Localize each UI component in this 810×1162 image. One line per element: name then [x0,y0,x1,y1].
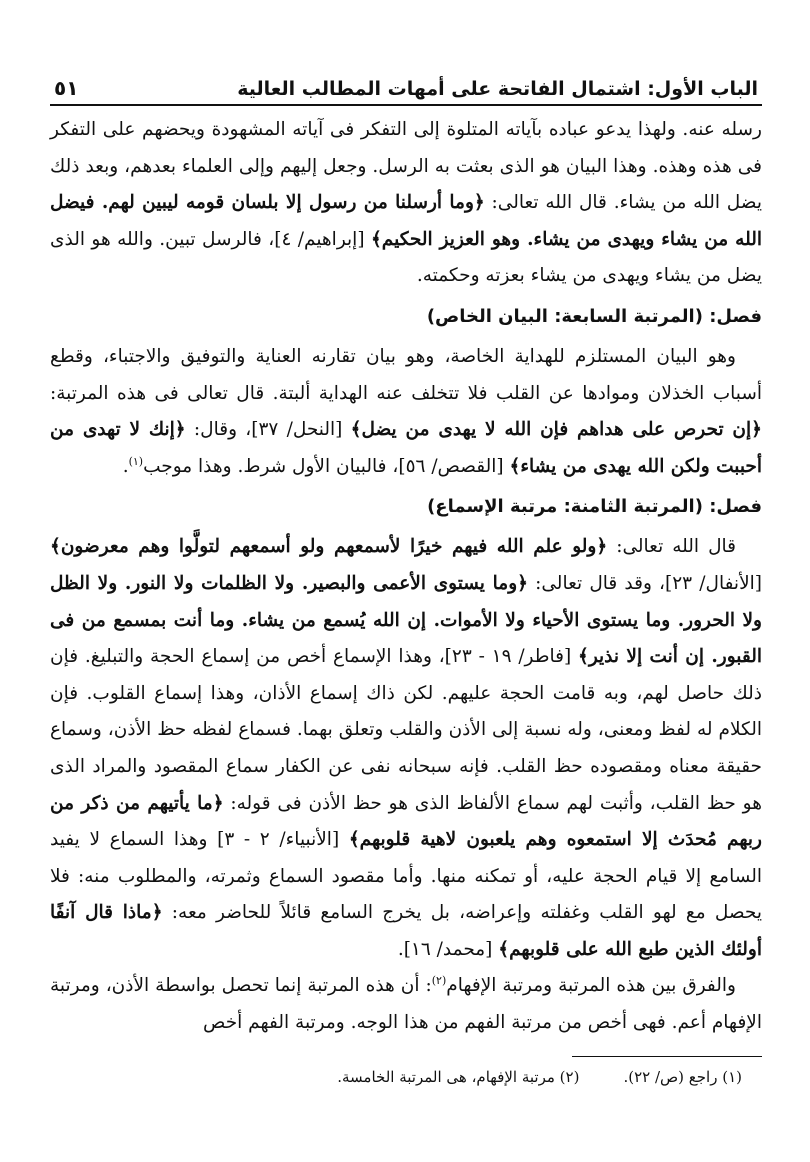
quran-quote: ﴿إنك لا تهدى من أحببت ولكن الله يهدى من يشاء﴾ [50,419,762,477]
page-number: ٥١ [54,76,79,100]
paragraph-section-7 [50,339,762,485]
text-segment: [إبراهيم/ ٤]، فالرسل تبين. والله هو الذى يضل من يشاء ويهدى من يشاء بعزته وحكمته. [50,228,762,287]
text-segment: رسله عنه. ولهذا يدعو عباده بآياته المتلوة إلى التفكر فى آياته المشهودة ويحضهم على التفكر فى هذه وهذه. وهذا البيان هو الذى بعثت به الرسل. وجعل إليهم وإلى العلماء بعدهم، وبعد ذلك يضل الله من يشاء. قال الله تعالى: [50,119,762,214]
running-header [50,60,762,106]
footnotes [50,1065,762,1089]
footnote-divider [572,1056,762,1057]
text-segment: . [122,455,129,477]
footnote-1: (١) راجع (ص/ ٢٢). [623,1067,742,1086]
footnote-ref-2: (٢) [431,974,447,988]
paragraph-opening [50,112,762,295]
quran-quote: ﴿ولو علم الله فيهم خيرًا لأسمعهم ولو أسمعهم لتولَّوا وهم معرضون﴾ [50,536,608,558]
text-segment: والفرق بين هذه المرتبة ومرتبة الإفهام [446,975,736,997]
chapter-title: الباب الأول: اشتمال الفاتحة على أمهات المطالب العالية [237,78,758,100]
footnote-ref-1: (١) [128,454,144,468]
quran-quote: ﴿إن تحرص على هداهم فإن الله لا يهدى من يضل﴾ [350,419,762,441]
text-segment: [الأنفال/ ٢٣]، وقد قال تعالى: [528,572,762,594]
text-segment: قال الله تعالى: [607,536,736,558]
quran-quote: ﴿ما يأتيهم من ذكر من ربهم مُحدَث إلا استمعوه وهم يلعبون لاهية قلوبهم﴾ [50,792,762,851]
text-segment: [محمد/ ١٦]. [397,938,499,960]
section-heading-7: فصل: (المرتبة السابعة: البيان الخاص) [426,305,762,327]
text-segment: [فاطر/ ١٩ - ٢٣]، وهذا الإسماع أخص من إسماع الحجة والتبليغ. فإن ذلك حاصل لهم، وبه قامت الحجة عليهم. لكن ذاك إسماع الأذان، وهذا إسماع القلوب. فإن الكلام له لفظ ومعنى، وله نسبة إلى الأذن والقلب وتعلق بهما. فسماع لفظه حظ الأذن، وسماع حقيقة معناه ومقصوده حظ القلب. فإنه سبحانه نفى عن الكفار سماع المقصود والمراد الذى هو حظ القلب، وأثبت لهم سماع الألفاظ الذى هو حظ الأذن فى قوله: [50,646,762,814]
quran-quote: ﴿وما أرسلنا من رسول إلا بلسان قومه ليبين لهم. فيضل الله من يشاء ويهدى من يشاء. وهو العزيز الحكيم﴾ [50,192,762,250]
text-segment: [الأنبياء/ ٢ - ٣] وهذا السماع لا يفيد السامع إلا قيام الحجة عليه، أو تمكنه منها. وأما مقصود السماع وثمرته، والمطلوب منه: فلا يحصل مع لهو القلب وغفلته وإعراضه، بل يخرج السامع قائلاً للحاضر معه: [50,829,762,924]
quran-quote: ﴿ماذا قال آنفًا أولئك الذين طبع الله على قلوبهم﴾ [50,902,762,960]
main-text [50,112,762,1042]
text-segment: : أن هذه المرتبة إنما تحصل بواسطة الأذن، ومرتبة الإفهام أعم. فهى أخص من مرتبة الفهم من هذا الوجه. ومرتبة الفهم أخص [50,975,762,1034]
quran-quote: ﴿وما يستوى الأعمى والبصير. ولا الظلمات ولا النور. ولا الظل ولا الحرور. وما يستوى الأحياء ولا الأموات. إن الله يُسمع من يشاء. وما أنت بمسمع من فى القبور. إن أنت إلا نذير﴾ [50,572,763,668]
text-segment: [النحل/ ٣٧]، وقال: [185,419,351,441]
footnote-2: (٢) مرتبة الإفهام، هى المرتبة الخامسة. [337,1067,580,1086]
text-segment: وهو البيان المستلزم للهداية الخاصة، وهو بيان تقارنه العناية والتوفيق والاجتباء، وقطع أسباب الخذلان وموادها عن القلب فلا تتخلف عنه الهداية ألبتة. قال تعالى فى هذه المرتبة: [50,345,762,404]
paragraph-closing [50,968,762,1041]
book-page [50,60,762,1162]
section-heading-8: فصل: (المرتبة الثامنة: مرتبة الإسماع) [427,496,762,518]
paragraph-section-8 [50,529,762,968]
text-segment: [القصص/ ٥٦]، فالبيان الأول شرط. وهذا موجب [143,455,510,477]
